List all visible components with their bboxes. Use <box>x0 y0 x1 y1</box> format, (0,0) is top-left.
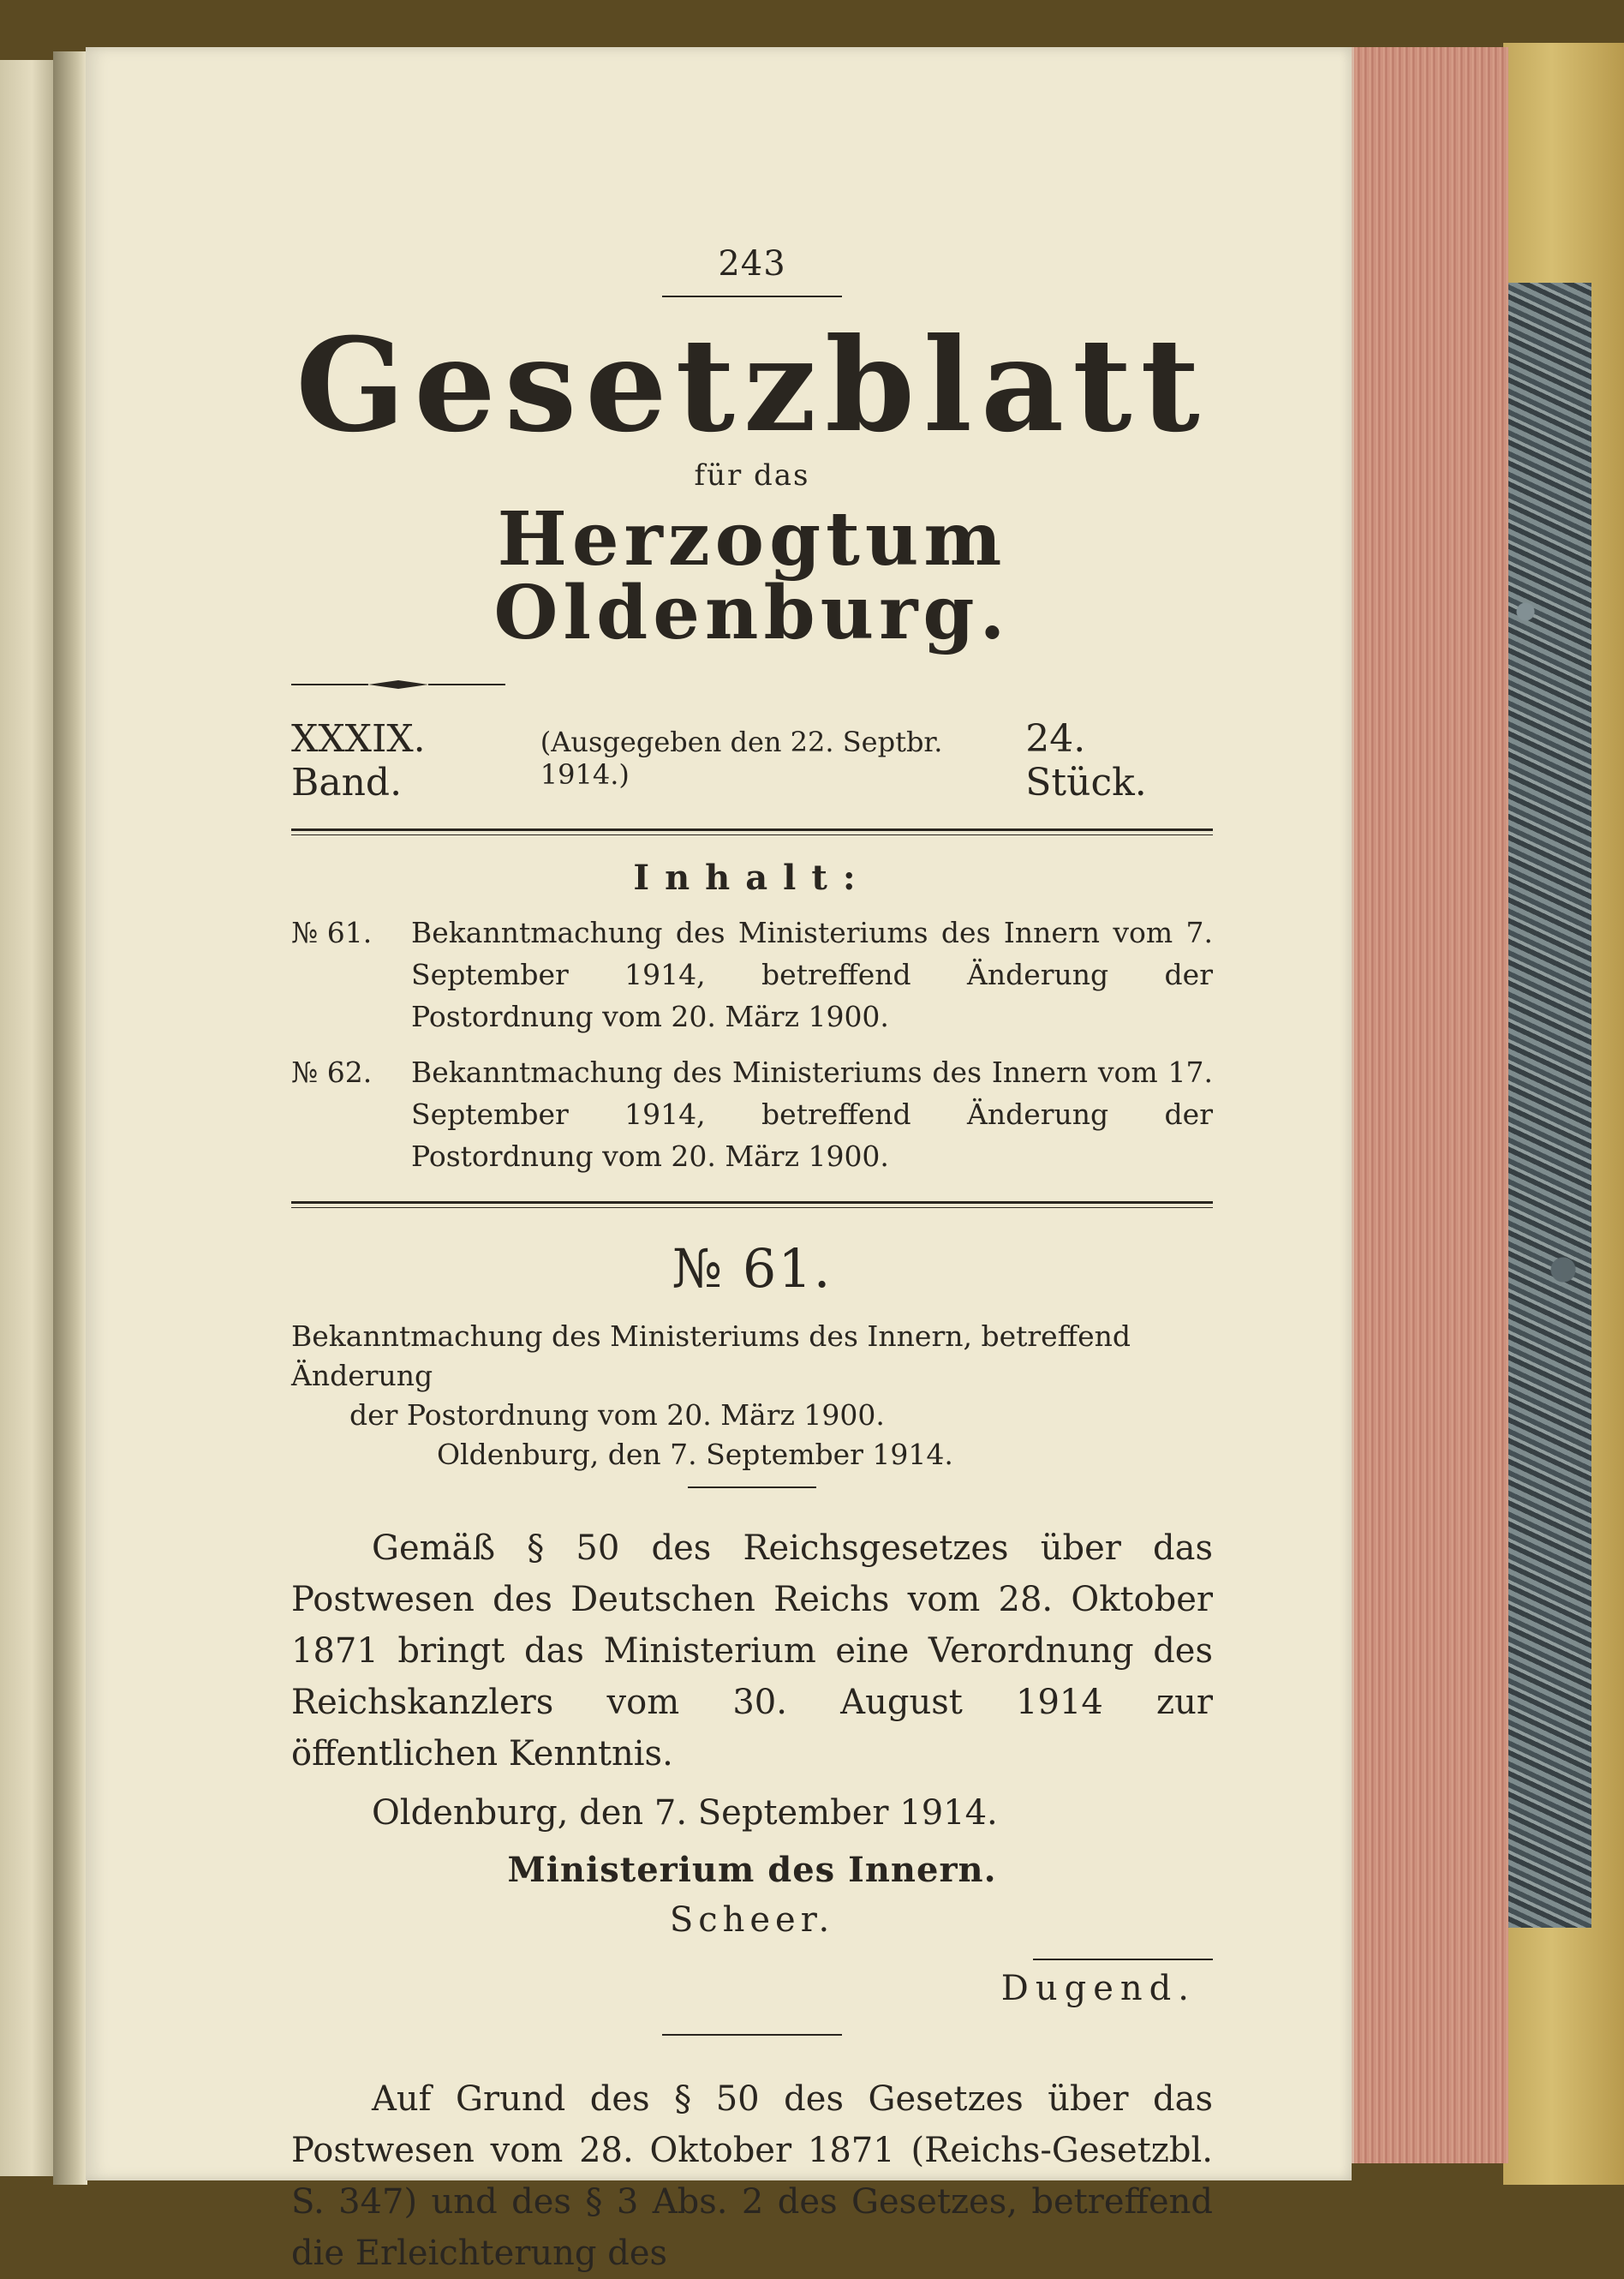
toc-item <box>291 912 1213 1038</box>
part-label: 24. Stück. <box>1025 717 1147 805</box>
decree-number: № 61. <box>672 1237 833 1300</box>
page-number: 243 <box>718 244 786 284</box>
title-connector: für das <box>694 458 810 493</box>
document-page <box>86 47 1352 2273</box>
decree-heading-line: der Postordnung vom 20. März 1900. <box>349 1398 885 1432</box>
marbled-cover <box>1497 283 1591 1928</box>
signer-name: Scheer. <box>669 1900 835 1940</box>
toc-heading: Inhalt: <box>633 858 871 898</box>
decree-heading-line: Oldenburg, den 7. September 1914. <box>437 1438 953 1471</box>
left-page-edge <box>0 60 55 2176</box>
toc-item-text: Bekanntmachung des Ministeriums des Innern vom 7. September 1914, betreffend Änderung der Postordnung vom 20. März 1900. <box>411 916 1213 1033</box>
issue-line <box>291 717 1213 805</box>
toc-item-number: № 62. <box>291 1056 373 1089</box>
divider <box>688 1486 816 1488</box>
document-title: Gesetzblatt <box>296 310 1209 461</box>
page-edges <box>1352 47 1508 2163</box>
issue-date: (Ausgegeben den 22. Septbr. 1914.) <box>540 726 943 791</box>
divider <box>662 296 842 297</box>
ordinance-body: Auf Grund des § 50 des Gesetzes über das Postwesen vom 28. Oktober 1871 (Reichs-Gesetzbl. S. 347) und des § 3 Abs. 2 des Gesetzes, betreffend die Erleichterung des <box>291 2079 1213 2273</box>
place-date: Oldenburg, den 7. September 1914. <box>372 1793 998 1833</box>
decree-heading <box>291 1317 1213 1474</box>
ministry-name: Ministerium des Innern. <box>507 1850 997 1890</box>
toc-item-text: Bekanntmachung des Ministeriums des Innern vom 17. September 1914, betreffend Änderung der Postordnung vom 20. März 1900. <box>411 1056 1213 1173</box>
divider <box>662 2034 842 2036</box>
double-rule <box>291 828 1213 835</box>
decree-body: Gemäß § 50 des Reichsgesetzes über das Postwesen des Deutschen Reichs vom 28. Oktober 1871 bringt das Ministerium eine Verordnung des Reichskanzlers vom 30. August 1914 zur öffentlichen Kenntnis. <box>291 1528 1213 1774</box>
double-rule <box>291 1201 1213 1208</box>
book-gutter <box>53 51 87 2185</box>
volume-label: XXXIX. Band. <box>291 717 426 805</box>
decree-heading-line: Bekanntmachung des Ministeriums des Innern, betreffend Änderung <box>291 1319 1131 1392</box>
toc-item <box>291 1051 1213 1177</box>
ornament-divider <box>291 676 505 693</box>
divider <box>1033 1959 1213 1960</box>
page-content <box>291 244 1213 2279</box>
countersigner-name: Dugend. <box>1000 1969 1196 2008</box>
toc-item-number: № 61. <box>291 916 373 949</box>
duchy-name: Herzogtum Oldenburg. <box>493 496 1011 656</box>
